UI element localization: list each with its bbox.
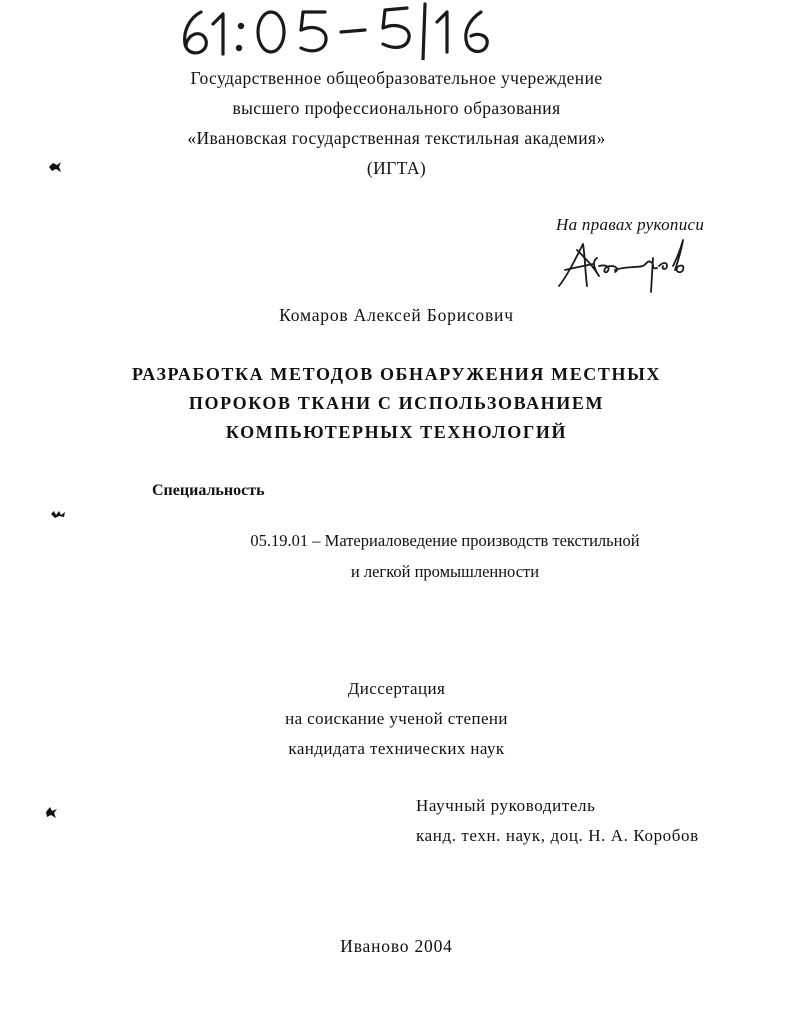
specialty-code-line-1: 05.19.01 – Материаловедение производств текстильной [250,531,640,550]
dissertation-degree-line-2: кандидата технических наук [288,739,505,758]
author-name: Комаров Алексей Борисович [279,305,514,325]
institution-line-1: Государственное общеобразовательное учереждение [190,68,603,88]
place-and-year: Иваново 2004 [340,936,453,956]
scan-margin-mark [44,805,58,819]
institution-line-2: высшего профессионального образования [232,98,561,118]
scan-margin-mark [50,509,66,519]
author-signature [555,236,690,294]
specialty-label: Специальность [152,482,265,499]
advisor-name: канд. техн. наук, доц. Н. А. Коробов [416,826,699,845]
dissertation-type: Диссертация [347,679,446,698]
dissertation-title-line-2: ПОРОКОВ ТКАНИ С ИСПОЛЬЗОВАНИЕМ [188,393,605,413]
handwritten-archive-number [175,2,515,60]
manuscript-rights-note: На правах рукописи [556,215,705,234]
dissertation-title-line-3: КОМПЬЮТЕРНЫХ ТЕХНОЛОГИЙ [225,422,568,442]
institution-abbreviation: (ИГТА) [366,158,427,178]
scan-margin-mark [48,161,62,173]
institution-line-3: «Ивановская государственная текстильная академия» [187,128,606,148]
advisor-label: Научный руководитель [416,796,596,815]
dissertation-title-line-1: РАЗРАБОТКА МЕТОДОВ ОБНАРУЖЕНИЯ МЕСТНЫХ [132,364,661,384]
specialty-code-line-2: и легкой промышленности [350,562,540,581]
dissertation-degree-line-1: на соискание ученой степени [285,709,508,728]
